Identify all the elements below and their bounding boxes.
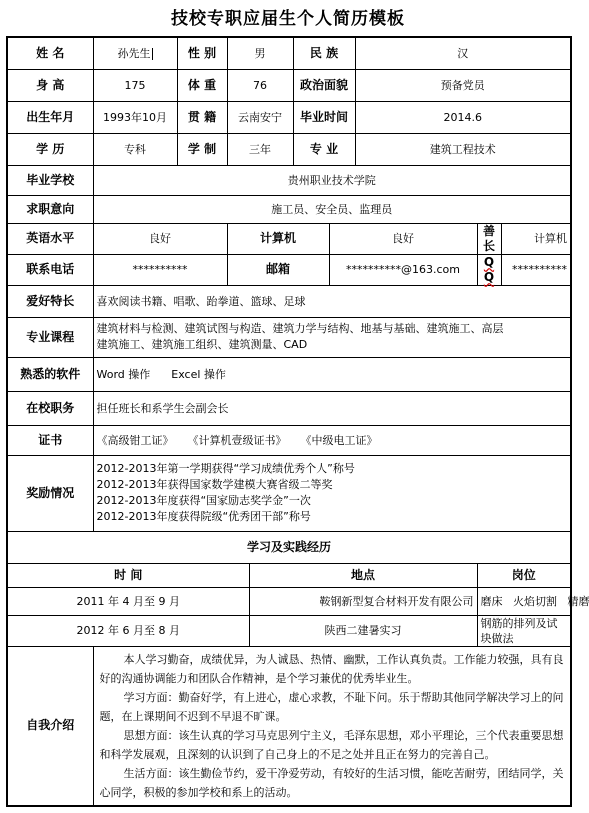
name-label: 姓 名 (7, 37, 93, 69)
strength-label: 善长 (477, 223, 501, 254)
major-value: 建筑工程技术 (355, 133, 571, 165)
practice-col-time: 时 间 (7, 563, 249, 587)
name-value: 孙先生 (117, 46, 151, 60)
practice-post: 钢筋的排列及试块做法 (477, 615, 571, 646)
intent-value: 施工员、安全员、监理员 (93, 195, 571, 223)
practice-place: 陕西二建暑实习 (249, 615, 477, 646)
awards-label: 奖励情况 (7, 455, 93, 531)
phone-label: 联系电话 (7, 254, 93, 285)
weight-label: 体 重 (177, 69, 227, 101)
name-field[interactable] (93, 37, 177, 69)
system-value: 三年 (227, 133, 293, 165)
computer-label: 计算机 (227, 223, 329, 254)
grad-time-value: 2014.6 (355, 101, 571, 133)
practice-section-title: 学习及实践经历 (7, 531, 571, 563)
award-item: 2012-2013年度获得“国家励志奖学金”一次 (96, 494, 311, 507)
intro-paragraph: 思想方面：该生认真的学习马克思列宁主义，毛泽东思想，邓小平理论，三个代表重要思想和科学发展观，且深刻的认识到了自己身上的不足之处并且正在努力的完善自己。 (99, 728, 564, 761)
email-value: **********@163.com (329, 254, 477, 285)
phone-value: ********** (93, 254, 227, 285)
edu-label: 学 历 (7, 133, 93, 165)
birth-label: 出生年月 (7, 101, 93, 133)
resume-title: 技校专职应届生个人简历模板 (171, 9, 405, 29)
gender-label: 性 别 (177, 37, 227, 69)
birth-value: 1993年10月 (93, 101, 177, 133)
practice-time: 2011 年 4 月至 9 月 (7, 587, 249, 615)
intro-value (93, 646, 571, 806)
award-item: 2012-2013年第一学期获得“学习成绩优秀个人”称号 (96, 462, 355, 475)
table-row (7, 615, 571, 646)
major-label: 专 业 (293, 133, 355, 165)
school-label: 毕业学校 (7, 165, 93, 195)
native-value: 云南安宁 (227, 101, 293, 133)
system-label: 学 制 (177, 133, 227, 165)
english-label: 英语水平 (7, 223, 93, 254)
practice-col-post: 岗位 (477, 563, 571, 587)
english-value: 良好 (93, 223, 227, 254)
ethnic-label: 民 族 (293, 37, 355, 69)
awards-value (93, 455, 571, 531)
software-label: 熟悉的软件 (7, 357, 93, 391)
courses-line: 建筑施工、建筑施工组织、建筑测量、CAD (96, 338, 308, 351)
software-value: Word 操作 Excel 操作 (93, 357, 571, 391)
practice-time: 2012 年 6 月至 8 月 (7, 615, 249, 646)
gender-value: 男 (227, 37, 293, 69)
courses-label: 专业课程 (7, 317, 93, 357)
intro-paragraph: 生活方面：该生勤俭节约，爱干净爱劳动，有较好的生活习惯，能吃苦耐劳，团结同学，关心同学，积极的参加学校和系上的活动。 (99, 766, 564, 799)
cert-label: 证书 (7, 425, 93, 455)
computer-value: 良好 (329, 223, 477, 254)
courses-value (93, 317, 571, 357)
resume-table (6, 36, 589, 807)
qq-label (477, 254, 501, 285)
height-value: 175 (93, 69, 177, 101)
politics-value: 预备党员 (355, 69, 571, 101)
email-label: 邮箱 (227, 254, 329, 285)
height-label: 身 高 (7, 69, 93, 101)
native-label: 贯 籍 (177, 101, 227, 133)
position-value: 担任班长和系学生会副会长 (93, 391, 571, 425)
politics-label: 政治面貌 (293, 69, 355, 101)
edu-value: 专科 (93, 133, 177, 165)
grad-time-label: 毕业时间 (293, 101, 355, 133)
intro-paragraph: 本人学习勤奋，成绩优异，为人诚恳、热情、幽默，工作认真负责。工作能力较强，具有良好的沟通协调能力和团队合作精神，是个学习兼优的优秀毕业生。 (99, 652, 564, 685)
position-label: 在校职务 (7, 391, 93, 425)
text-cursor (152, 48, 153, 60)
qq-value: ********** (501, 254, 571, 285)
school-value: 贵州职业技术学院 (93, 165, 571, 195)
intro-label: 自我介绍 (7, 646, 93, 806)
strength-value: 计算机 (501, 223, 571, 254)
courses-line: 建筑材料与检测、建筑试图与构造、建筑力学与结构、地基与基础、建筑施工、高层 (96, 322, 504, 335)
hobby-label: 爱好特长 (7, 285, 93, 317)
cert-value: 《高级钳工证》 《计算机壹级证书》 《中级电工证》 (93, 425, 571, 455)
ethnic-value: 汉 (355, 37, 571, 69)
practice-place: 鞍钢新型复合材料开发有限公司 (249, 587, 477, 615)
intro-paragraph: 学习方面：勤奋好学，有上进心，虚心求教，不耻下问。乐于帮助其他同学解决学习上的问题，在上课期间不迟到不早退不旷课。 (99, 690, 564, 723)
table-row (7, 587, 571, 615)
practice-col-place: 地点 (249, 563, 477, 587)
weight-value: 76 (227, 69, 293, 101)
intent-label: 求职意向 (7, 195, 93, 223)
qq-label-text: Q Q (483, 254, 495, 284)
practice-post: 磨床 火焰切割 精磨 (477, 587, 571, 615)
award-item: 2012-2013年度获得院级“优秀团干部”称号 (96, 510, 311, 523)
hobby-value: 喜欢阅读书籍、唱歌、跆拳道、篮球、足球 (93, 285, 571, 317)
award-item: 2012-2013年获得国家数学建模大赛省级二等奖 (96, 478, 333, 491)
